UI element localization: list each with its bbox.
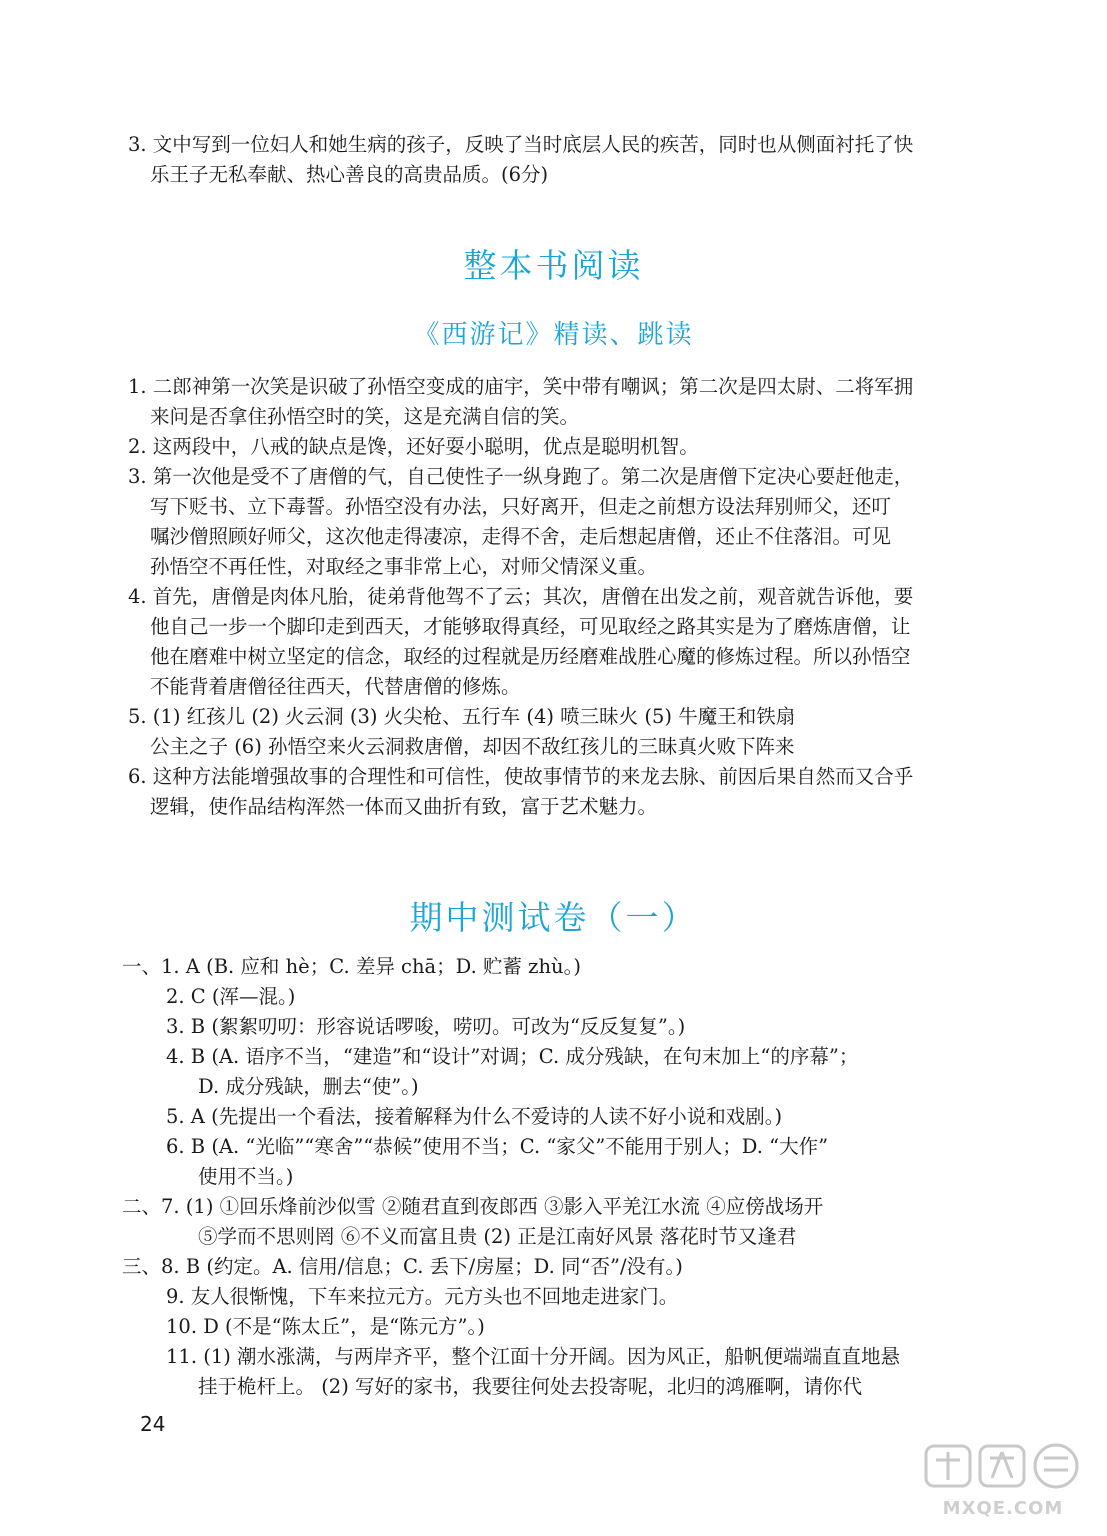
answer-line: 一、1. A (B. 应和 hè；C. 差异 chā；D. 贮蓄 zhù。) <box>122 955 581 978</box>
answer-list-section2 <box>122 952 900 1402</box>
section-title-whole-book: 整本书阅读 <box>463 246 644 285</box>
section-subtitle: 《西游记》精读、跳读 <box>413 320 694 350</box>
answer-line: 5. A (先提出一个看法，接着解释为什么不爱诗的人读不好小说和戏剧。) <box>166 1105 783 1128</box>
page-number: 24 <box>140 1412 166 1436</box>
answer-line: 写下贬书、立下毒誓。孙悟空没有办法，只好离开，但走之前想方设法拜别师父，还叮 <box>150 495 892 518</box>
answer-line: 他自己一步一个脚印走到西天，才能够取得真经，可见取经之路其实是为了磨炼唐僧，让 <box>150 615 911 638</box>
answer-line: 4. 首先，唐僧是肉体凡胎，徒弟背他驾不了云；其次，唐僧在出发之前，观音就告诉他，要 <box>128 585 914 608</box>
answer-line: 挂于桅杆上。 (2) 写好的家书，我要往何处去投寄呢，北归的鸿雁啊，请你代 <box>198 1375 863 1398</box>
answer-list-section1 <box>128 372 913 822</box>
answer-line: 2. 这两段中，八戒的缺点是馋，还好耍小聪明，优点是聪明机智。 <box>128 435 699 458</box>
svg-text:MXQE.COM: MXQE.COM <box>942 1498 1064 1519</box>
answer-line: 3. B (絮絮叨叨：形容说话啰唆，唠叨。可改为“反反复复”。) <box>166 1015 686 1038</box>
answer-line: 4. B (A. 语序不当，“建造”和“设计”对调；C. 成分残缺，在句末加上“的序幕”； <box>166 1045 859 1068</box>
answer-line: 嘱沙僧照顾好师父，这次他走得凄凉，走得不舍，走后想起唐僧，还止不住落泪。可见 <box>150 525 892 548</box>
text-line: 3. 文中写到一位妇人和她生病的孩子，反映了当时底层人民的疾苦，同时也从侧面衬托了快 <box>128 133 914 156</box>
answer-line: 来问是否拿住孙悟空时的笑，这是充满自信的笑。 <box>150 405 580 428</box>
answer-line: 5. (1) 红孩儿 (2) 火云洞 (3) 火尖枪、五行车 (4) 喷三昧火 (5) 牛魔王和铁扇 <box>128 705 796 728</box>
answer-line: 他在磨难中树立坚定的信念，取经的过程就是历经磨难战胜心魔的修炼过程。所以孙悟空 <box>150 645 911 668</box>
answer-line: 逻辑，使作品结构浑然一体而又曲折有致，富于艺术魅力。 <box>150 795 658 818</box>
answer-line: 11. (1) 潮水涨满，与两岸齐平，整个江面十分开阔。因为风正，船帆便端端直直地悬 <box>166 1345 901 1368</box>
answer-line: 9. 友人很惭愧，下车来拉元方。元方头也不回地走进家门。 <box>166 1285 679 1308</box>
answer-line: 使用不当。) <box>198 1165 294 1188</box>
answer-line: D. 成分残缺，删去“使”。) <box>198 1075 419 1098</box>
answer-line: 6. 这种方法能增强故事的合理性和可信性，使故事情节的来龙去脉、前因后果自然而又合乎 <box>128 765 914 788</box>
item-3-continued <box>128 130 913 190</box>
answer-line: 2. C (浑—混。) <box>166 985 296 1008</box>
answer-line: 不能背着唐僧径往西天，代替唐僧的修炼。 <box>150 675 521 698</box>
section-title-midterm: 期中测试卷（一） <box>409 898 698 937</box>
answer-line: ⑤学而不思则罔 ⑥不义而富且贵 (2) 正是江南好风景 落花时节又逢君 <box>198 1225 797 1248</box>
answer-line: 3. 第一次他是受不了唐僧的气，自己使性子一纵身跑了。第二次是唐僧下定决心要赶他走， <box>128 465 914 488</box>
watermark-logo-icon <box>918 1442 1088 1522</box>
answer-line: 三、8. B (约定。A. 信用/信息；C. 丢下/房屋；D. 同“否”/没有。) <box>122 1255 683 1278</box>
answer-line: 公主之子 (6) 孙悟空来火云洞救唐僧，却因不敌红孩儿的三昧真火败下阵来 <box>150 735 795 758</box>
answer-line: 二、7. (1) ①回乐烽前沙似雪 ②随君直到夜郎西 ③影入平羌江水流 ④应傍战场开 <box>122 1195 824 1218</box>
text-line: 乐王子无私奉献、热心善良的高贵品质。(6分) <box>150 163 549 186</box>
answer-line: 10. D (不是“陈太丘”，是“陈元方”。) <box>166 1315 485 1338</box>
answer-line: 6. B (A. “光临”“寒舍”“恭候”使用不当；C. “家父”不能用于别人；D. “大作” <box>166 1135 829 1158</box>
answer-line: 孙悟空不再任性，对取经之事非常上心，对师父情深义重。 <box>150 555 658 578</box>
answer-line: 1. 二郎神第一次笑是识破了孙悟空变成的庙宇，笑中带有嘲讽；第二次是四太尉、二将军拥 <box>128 375 914 398</box>
